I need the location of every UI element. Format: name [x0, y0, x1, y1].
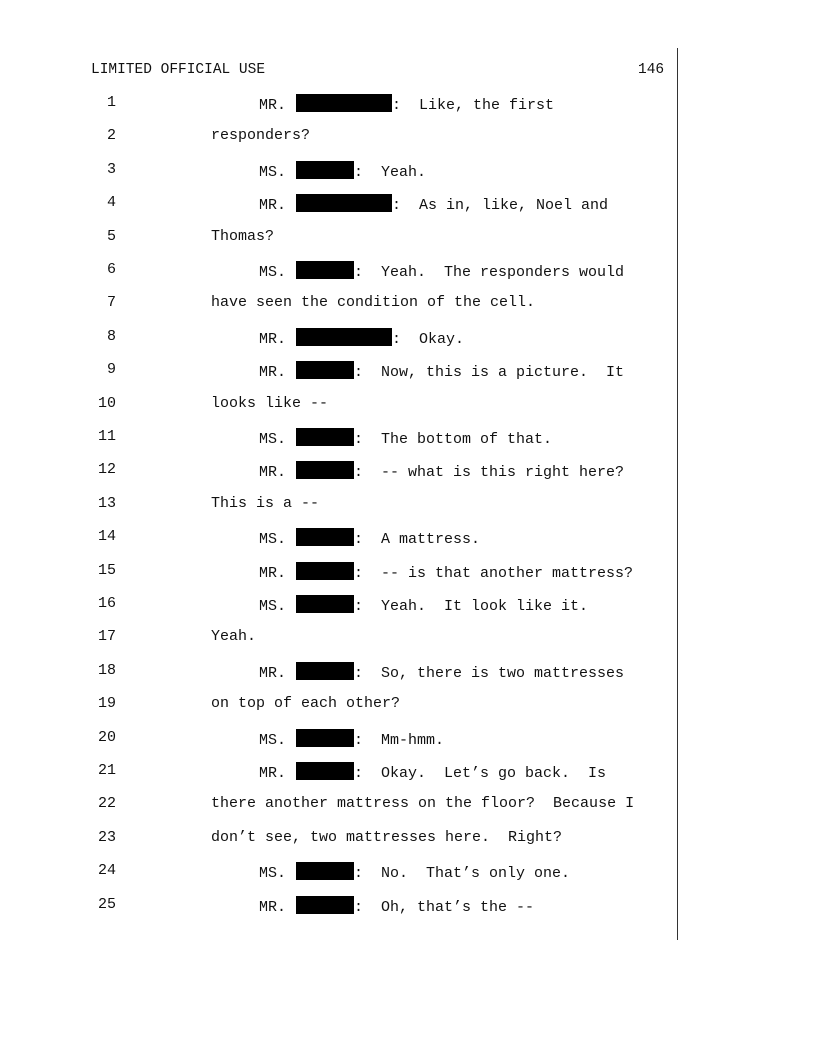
line-number: 22: [97, 795, 116, 812]
transcript-line: [0, 361, 816, 383]
transcript-line: [0, 495, 816, 517]
classification-header: LIMITED OFFICIAL USE: [91, 62, 266, 78]
speaker-title: MS.: [259, 531, 287, 548]
spoken-text: : -- what is this right here?: [354, 464, 625, 481]
speaker-line: [259, 862, 570, 882]
line-number: 1: [106, 94, 116, 111]
transcript-line: [0, 762, 816, 784]
transcript-line: [0, 428, 816, 450]
line-number: 12: [97, 461, 116, 478]
speaker-title: MS.: [259, 264, 287, 281]
page-number: 146: [638, 62, 665, 78]
transcript-line: [0, 729, 816, 751]
spoken-text: : Now, this is a picture. It: [354, 364, 625, 381]
redaction-box: [296, 461, 354, 479]
line-number: 7: [106, 294, 116, 311]
redaction-box: [296, 896, 354, 914]
transcript-line: [0, 328, 816, 350]
speaker-line: [259, 194, 608, 214]
spoken-text: : The bottom of that.: [354, 431, 553, 448]
speaker-title: MR.: [259, 665, 287, 682]
transcript-line: [0, 795, 816, 817]
transcript-line: [0, 628, 816, 650]
speaker-line: [259, 595, 588, 615]
redaction-box: [296, 662, 354, 680]
speaker-line: [259, 261, 624, 281]
transcript-line: [0, 896, 816, 918]
speaker-title: MR.: [259, 464, 287, 481]
line-number: 9: [106, 361, 116, 378]
speaker-title: MS.: [259, 164, 287, 181]
speaker-title: MS.: [259, 431, 287, 448]
speaker-line: [259, 528, 480, 548]
line-number: 21: [97, 762, 116, 779]
transcript-line: [0, 528, 816, 550]
continuation-line: don’t see, two mattresses here. Right?: [211, 829, 563, 846]
redaction-box: [296, 361, 354, 379]
speaker-title: MR.: [259, 765, 287, 782]
transcript-line: [0, 127, 816, 149]
continuation-line: Yeah.: [211, 628, 257, 645]
line-number: 18: [97, 662, 116, 679]
speaker-title: MS.: [259, 732, 287, 749]
transcript-line: [0, 228, 816, 250]
spoken-text: : No. That’s only one.: [354, 865, 571, 882]
speaker-line: [259, 428, 552, 448]
continuation-line: This is a --: [211, 495, 320, 512]
transcript-line: [0, 395, 816, 417]
redaction-box: [296, 428, 354, 446]
transcript-line: [0, 461, 816, 483]
line-number: 17: [97, 628, 116, 645]
speaker-title: MS.: [259, 598, 287, 615]
transcript-line: [0, 194, 816, 216]
spoken-text: : Mm-hmm.: [354, 732, 445, 749]
speaker-line: [259, 729, 444, 749]
continuation-line: looks like --: [211, 395, 329, 412]
speaker-line: [259, 161, 426, 181]
line-number: 16: [97, 595, 116, 612]
spoken-text: : Yeah. It look like it.: [354, 598, 589, 615]
line-number: 13: [97, 495, 116, 512]
speaker-line: [259, 94, 554, 114]
speaker-line: [259, 328, 464, 348]
line-number: 4: [106, 194, 116, 211]
spoken-text: : Okay.: [392, 331, 465, 348]
transcript-line: [0, 595, 816, 617]
redaction-box: [296, 595, 354, 613]
spoken-text: : So, there is two mattresses: [354, 665, 625, 682]
line-number: 23: [97, 829, 116, 846]
speaker-line: [259, 461, 624, 481]
speaker-title: MR.: [259, 197, 287, 214]
spoken-text: : As in, like, Noel and: [392, 197, 609, 214]
line-number: 19: [97, 695, 116, 712]
line-number: 6: [106, 261, 116, 278]
line-number: 14: [97, 528, 116, 545]
transcript-line: [0, 662, 816, 684]
redaction-box: [296, 562, 354, 580]
speaker-line: [259, 562, 633, 582]
line-number: 5: [106, 228, 116, 245]
transcript-line: [0, 862, 816, 884]
continuation-line: Thomas?: [211, 228, 275, 245]
transcript-line: [0, 261, 816, 283]
speaker-title: MS.: [259, 865, 287, 882]
transcript-line: [0, 161, 816, 183]
speaker-line: [259, 762, 606, 782]
spoken-text: : Okay. Let’s go back. Is: [354, 765, 607, 782]
spoken-text: : A mattress.: [354, 531, 481, 548]
speaker-line: [259, 896, 534, 916]
spoken-text: : Yeah.: [354, 164, 427, 181]
transcript-line: [0, 695, 816, 717]
redaction-box: [296, 194, 392, 212]
speaker-title: MR.: [259, 899, 287, 916]
continuation-line: on top of each other?: [211, 695, 401, 712]
redaction-box: [296, 528, 354, 546]
redaction-box: [296, 862, 354, 880]
speaker-line: [259, 662, 624, 682]
transcript-line: [0, 562, 816, 584]
redaction-box: [296, 729, 354, 747]
line-number: 20: [97, 729, 116, 746]
line-number: 11: [97, 428, 116, 445]
redaction-box: [296, 94, 392, 112]
transcript-line: [0, 94, 816, 116]
redaction-box: [296, 161, 354, 179]
speaker-title: MR.: [259, 364, 287, 381]
redaction-box: [296, 328, 392, 346]
redaction-box: [296, 762, 354, 780]
transcript-line: [0, 829, 816, 851]
line-number: 10: [97, 395, 116, 412]
line-number: 24: [97, 862, 116, 879]
transcript-line: [0, 294, 816, 316]
continuation-line: have seen the condition of the cell.: [211, 294, 536, 311]
line-number: 8: [106, 328, 116, 345]
spoken-text: : Yeah. The responders would: [354, 264, 625, 281]
line-number: 15: [97, 562, 116, 579]
redaction-box: [296, 261, 354, 279]
speaker-title: MR.: [259, 331, 287, 348]
spoken-text: : Like, the first: [392, 97, 555, 114]
spoken-text: : Oh, that’s the --: [354, 899, 535, 916]
line-number: 3: [106, 161, 116, 178]
line-number: 2: [106, 127, 116, 144]
continuation-line: responders?: [211, 127, 311, 144]
spoken-text: : -- is that another mattress?: [354, 565, 634, 582]
continuation-line: there another mattress on the floor? Because I: [211, 795, 635, 812]
speaker-title: MR.: [259, 97, 287, 114]
speaker-line: [259, 361, 624, 381]
line-number: 25: [97, 896, 116, 913]
speaker-title: MR.: [259, 565, 287, 582]
